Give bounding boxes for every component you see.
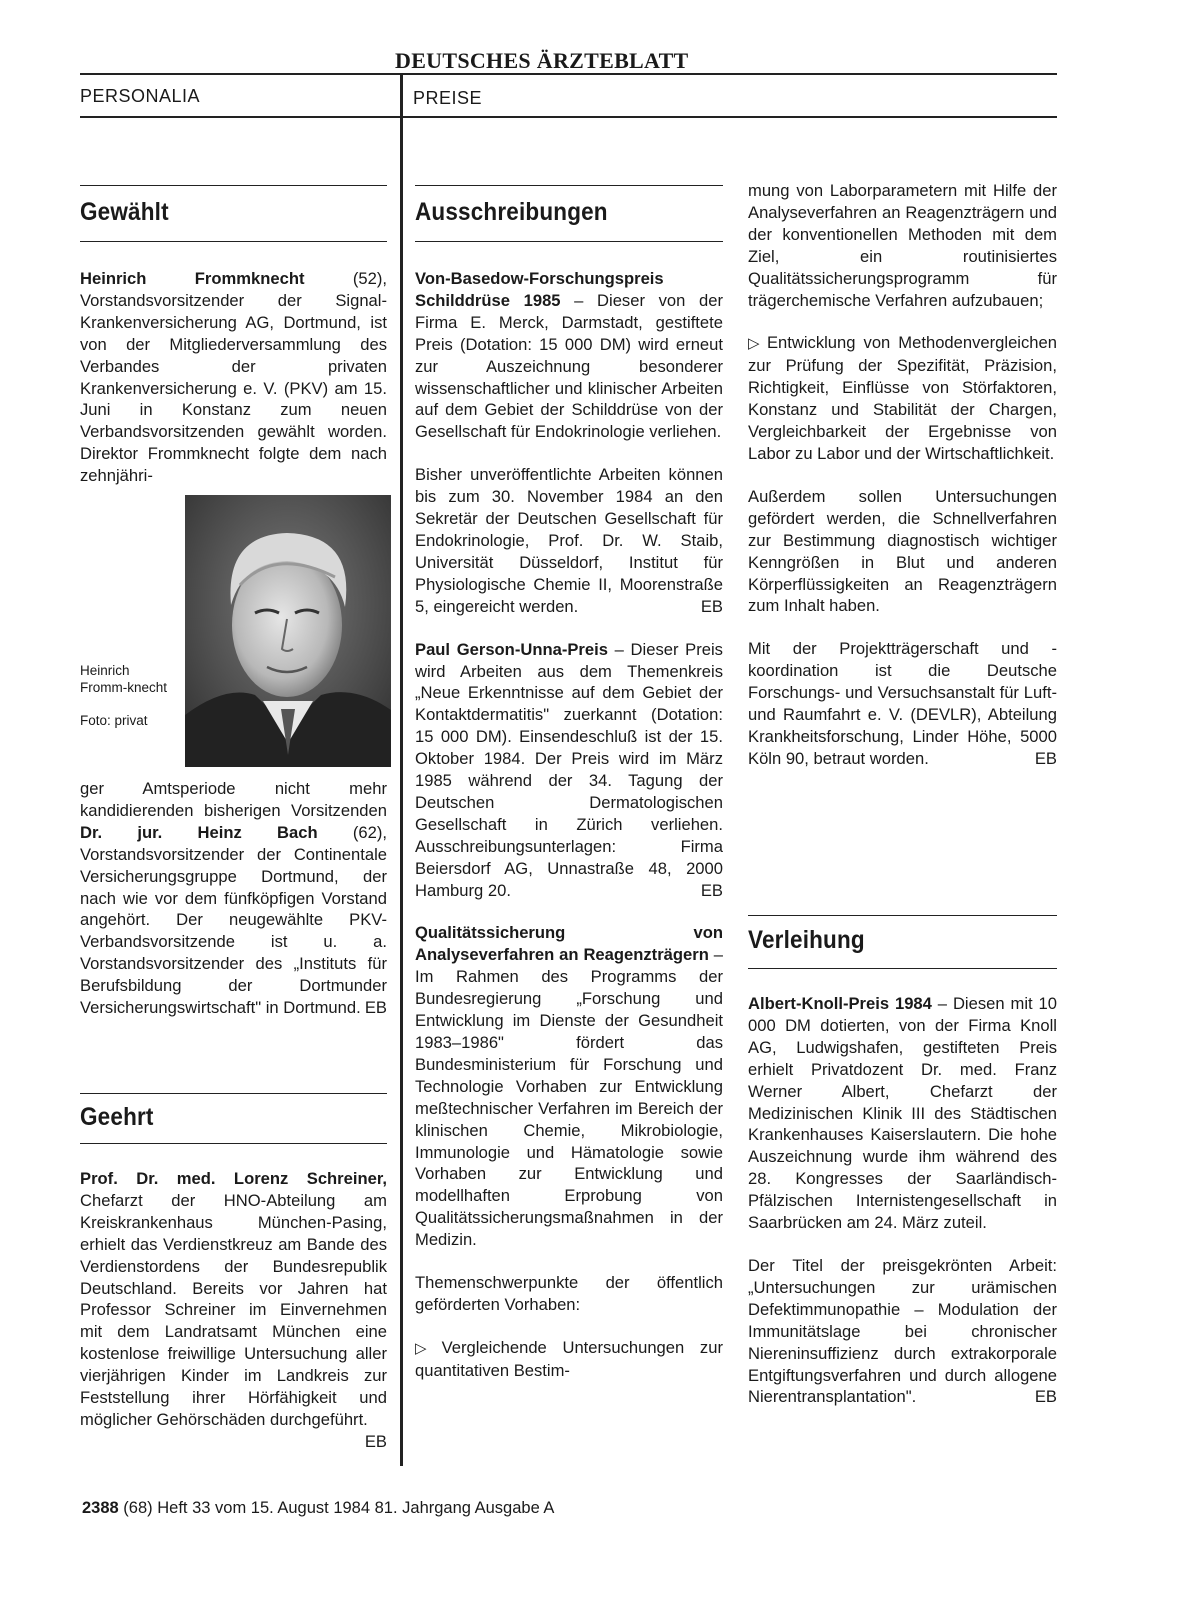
section-title-gewaehlt: Gewählt bbox=[80, 198, 169, 226]
photo-caption bbox=[80, 662, 172, 729]
paragraph-themen-body: Themenschwerpunkte der öffentlich geförderten Vorhaben: bbox=[415, 1273, 723, 1314]
gewaehlt-text-top bbox=[80, 268, 387, 487]
person-name-schreiner: Prof. Dr. med. Lorenz Schreiner, bbox=[80, 1169, 387, 1188]
gewaehlt-body-b: ger Amtsperiode nicht mehr kandidierenden bisherigen Vorsitzenden bbox=[80, 779, 387, 820]
paragraph-submission-body: Bisher unveröffentlichte Arbeiten können bis zum 30. November 1984 an den Sekretär der Deutschen Gesellschaft für Endokrinologie, Prof. Dr. W. Staib, Universität Düsseldorf, Institut für Physiologische Chemie II, Moorenstraße 5, eingereicht werden. bbox=[415, 465, 723, 616]
rule-ausschreibungen-top bbox=[415, 185, 723, 186]
header-bottom-rule bbox=[80, 116, 1057, 118]
gewaehlt-text-bottom bbox=[80, 778, 387, 1019]
paragraph-qualitaet-body: – Im Rahmen des Programms der Bundesregierung „Forschung und Entwicklung im Dienste der Gesundheit 1983–1986" fördert das Bundesministerium für Forschung und Technologie Vorhaben zur Entwicklung meßtechnischer Verfahren im Bereich der klinischen Chemie, Mikrobiologie, Immunologie und Hämatologie sowie Vorhaben zur Entwicklung und modellhaften Erprobung von Qualitätssicherungsmaßnahmen in der Medizin. bbox=[415, 945, 723, 1250]
gewaehlt-body-c: (62), Vorstandsvorsitzender der Continentale Versicherungsgruppe Dortmund, der nach wie vor dem fünfköpfigen Vorstand angehört. Der neugewählte PKV-Verbandsvorsitzende ist u. a. Vorstandsvorsitzender des „Instituts für Berufsbildung der Dortmunder Versicherungswirtschaft" in Dortmund. bbox=[80, 822, 387, 1018]
photo-caption-credit: Foto: privat bbox=[80, 713, 148, 728]
paragraph-titel-body: Der Titel der preisgekrönten Arbeit: „Untersuchungen zur urämischen Defektimmunopathie – Modulation der Immunitätslage bei chronischer Niereninsuffizienz durch extrakorporale Entgiftungsverfahren und durch allogene Nierentransplantation". bbox=[748, 1255, 1057, 1407]
paragraph-projekttraeger-body: Mit der Projektträgerschaft und -koordination ist die Deutsche Forschungs- und Versuchsanstalt für Luft- und Raumfahrt e. V. (DEVLR), Abteilung Krankheitsforschung, Linder Höhe, 5000 Köln 90, betraut worden. bbox=[748, 639, 1057, 768]
author-initials: EB bbox=[1034, 1387, 1057, 1407]
person-name-frommknecht: Heinrich Frommknecht bbox=[80, 269, 305, 288]
triangle-bullet-icon: ▷ bbox=[748, 335, 763, 353]
paragraph-projekttraeger bbox=[748, 638, 1057, 769]
paragraph-submission bbox=[415, 464, 723, 617]
rule-gewaehlt-bottom bbox=[80, 241, 387, 242]
column-3-text-bottom bbox=[748, 993, 1057, 1429]
rule-geehrt-bottom bbox=[80, 1143, 387, 1144]
bullet-item-1-continued-body: mung von Laborparametern mit Hilfe der Analyseverfahren an Reagenzträgern und der konventionellen Methoden mit dem Ziel, ein routinisiertes Qualitätssicherungsprogramm für trägerchemische Verfahren aufzubauen; bbox=[748, 181, 1057, 310]
paragraph-gerson-unna-body: – Dieser Preis wird Arbeiten aus dem Themenkreis „Neue Erkenntnisse auf dem Gebiet der Kontaktdermatitis" zuerkannt (Dotation: 15 000 DM). Einsendeschluß ist der 15. Oktober 1984. Der Preis wird im März 1985 während der 34. Tagung der Deutschen Dermatologischen Gesellschaft in Zürich verliehen. Ausschreibungsunterlagen: Firma Beiersdorf AG, Unnastraße 48, 2000 Hamburg 20. bbox=[415, 639, 723, 900]
paragraph-gerson-unna bbox=[415, 639, 723, 902]
paragraph-schnellverfahren bbox=[748, 486, 1057, 617]
section-title-verleihung: Verleihung bbox=[748, 926, 865, 954]
paragraph-basedow-body: – Dieser von der Firma E. Merck, Darmstadt, gestiftete Preis (Dotation: 15 000 DM) wird erneut zur Auszeichnung besonderer wissenschaftlicher und klinischer Arbeiten auf dem Gebiet der Schilddrüse von der Gesellschaft für Endokrinologie verliehen. bbox=[415, 290, 723, 442]
column-3-text-top bbox=[748, 180, 1057, 791]
prize-name-basedow: Von-Basedow-Forschungspreis Schilddrüse 1985 bbox=[415, 269, 664, 310]
author-initials: EB bbox=[700, 596, 723, 616]
page-footer bbox=[82, 1499, 554, 1518]
rule-geehrt-top bbox=[80, 1093, 387, 1094]
bullet-item-1-body: Vergleichende Untersuchungen zur quantitativen Bestim- bbox=[415, 1337, 723, 1380]
paragraph-schnellverfahren-body: Außerdem sollen Untersuchungen gefördert werden, die Schnellverfahren zur Bestimmung diagnostisch wichtiger Kenngrößen in Blut und anderen Körperflüssigkeiten an Reagenzträgern zum Inhalt haben. bbox=[748, 486, 1057, 616]
rubric-preise: PREISE bbox=[413, 88, 483, 108]
gewaehlt-body-a: (52), Vorstandsvorsitzender der Signal-Krankenversicherung AG, Dortmund, ist von der Mitgliederversammlung des Verbandes der privaten Krankenversicherung e. V. (PKV) am 15. Juni in Konstanz zum neuen Verbandsvorsitzenden gewählt worden. Direktor Frommknecht folgte dem nach zehnjähri- bbox=[80, 269, 387, 486]
geehrt-text bbox=[80, 1168, 387, 1453]
portrait-photo bbox=[185, 495, 391, 767]
author-initials: EB bbox=[1034, 748, 1057, 768]
rule-verleihung-bottom bbox=[748, 968, 1057, 969]
column-divider bbox=[400, 74, 403, 1466]
prize-name-gerson-unna: Paul Gerson-Unna-Preis bbox=[415, 639, 608, 659]
photo-caption-name: Heinrich Fromm-knecht bbox=[80, 663, 168, 695]
top-rule bbox=[80, 73, 1057, 75]
paragraph-qualitaet bbox=[415, 922, 723, 1251]
geehrt-body: Chefarzt der HNO-Abteilung am Kreiskrankenhaus München-Pasing, erhielt das Verdienstkreuz am Bande des Verdienstordens der Bundesrepublik Deutschland. Bereits vor Jahren hat Professor Schreiner im Einvernehmen mit dem Landratsamt München eine kostenlose freiwillige Untersuchung aller vierjährigen Kinder im Landkreis zur Feststellung ihrer Hörfähigkeit und möglicher Gehörschäden durchgeführt. bbox=[80, 1190, 387, 1429]
paragraph-themen bbox=[415, 1272, 723, 1316]
rule-gewaehlt-top bbox=[80, 185, 387, 186]
paragraph-titel bbox=[748, 1255, 1057, 1408]
rule-verleihung-top bbox=[748, 915, 1057, 916]
author-initials: EB bbox=[700, 880, 723, 900]
portrait-image bbox=[185, 495, 391, 767]
page-number: 2388 bbox=[82, 1499, 119, 1517]
bullet-item-1 bbox=[415, 1337, 723, 1382]
paragraph-albert-knoll-body: – Diesen mit 10 000 DM dotierten, von der Firma Knoll AG, Ludwigshafen, gestifteten Preis erhielt Privatdozent Dr. med. Franz Werner Albert, Chefarzt der Medizinischen Klinik III des Städtischen Krankenhauses Kaiserslautern. Die hohe Auszeichnung wurde ihm während des 28. Kongresses der Saarländisch-Pfälzischen Internistengesellschaft in Saarbrücken am 24. März zuteil. bbox=[748, 994, 1057, 1233]
author-initials: EB bbox=[364, 1431, 387, 1451]
bullet-item-2 bbox=[748, 332, 1057, 464]
person-name-bach: Dr. jur. Heinz Bach bbox=[80, 822, 318, 842]
bullet-item-2-body: Entwicklung von Methodenvergleichen zur Prüfung der Spezifität, Präzision, Richtigkeit, Einflüsse von Störfaktoren, Konstanz und Stabilität der Chargen, Vergleichbarkeit der Ergebnisse von Labor zu Labor und der Wirtschaftlichkeit. bbox=[748, 333, 1057, 463]
paragraph-basedow bbox=[415, 268, 723, 443]
masthead: DEUTSCHES ÄRZTEBLATT bbox=[395, 48, 689, 73]
rule-ausschreibungen-bottom bbox=[415, 241, 723, 242]
paragraph-albert-knoll bbox=[748, 993, 1057, 1234]
author-initials: EB bbox=[364, 998, 387, 1018]
ausschreibungen-text bbox=[415, 268, 723, 1403]
rubric-personalia: PERSONALIA bbox=[80, 86, 201, 106]
section-title-geehrt: Geehrt bbox=[80, 1103, 154, 1131]
program-name-qualitaet: Qualitätssicherung von Analyseverfahren an Reagenzträgern bbox=[415, 923, 723, 965]
bullet-item-1-continued bbox=[748, 180, 1057, 311]
issue-info: (68) Heft 33 vom 15. August 1984 81. Jahrgang Ausgabe A bbox=[118, 1499, 555, 1517]
prize-name-albert-knoll: Albert-Knoll-Preis 1984 bbox=[748, 994, 932, 1013]
triangle-bullet-icon: ▷ bbox=[415, 1339, 438, 1357]
section-title-ausschreibungen: Ausschreibungen bbox=[415, 198, 608, 226]
